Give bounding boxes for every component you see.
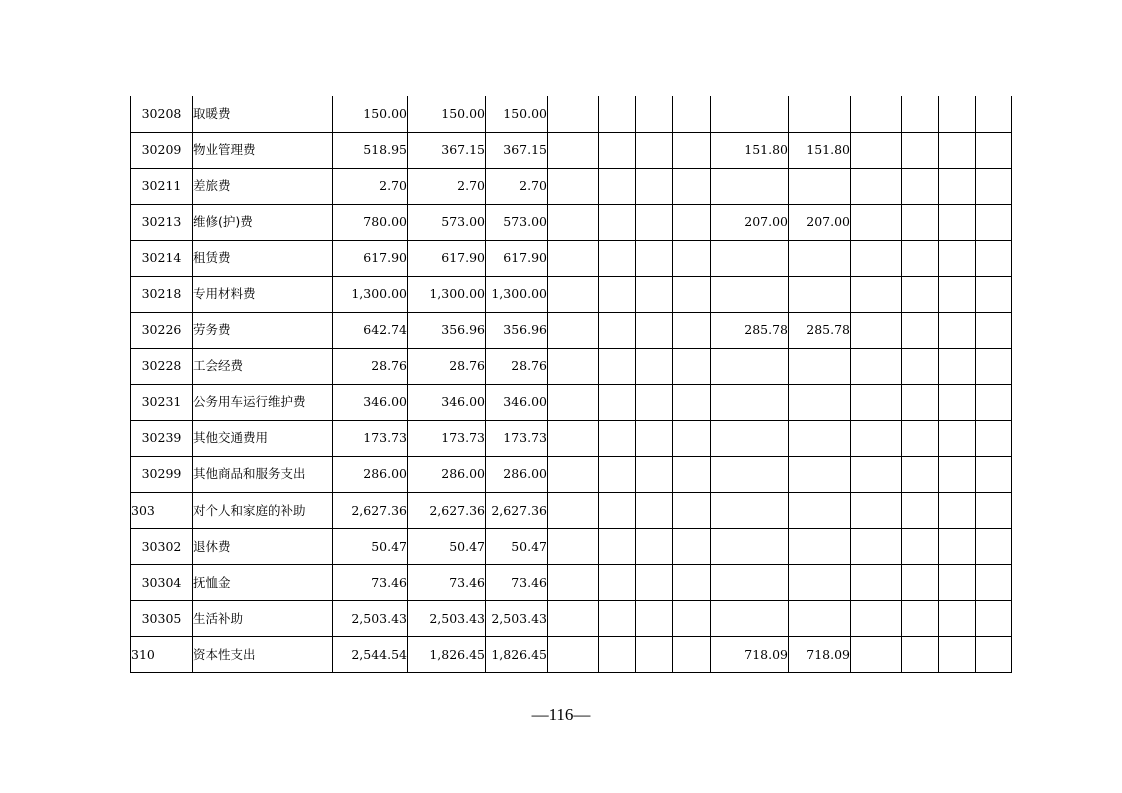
- table-cell: 1,826.45: [408, 637, 486, 673]
- table-cell: 367.15: [408, 132, 486, 168]
- table-cell: 367.15: [486, 132, 548, 168]
- table-cell: [636, 240, 673, 276]
- table-cell: [711, 493, 789, 529]
- table-cell: 2,503.43: [486, 601, 548, 637]
- row-code: 30304: [131, 565, 193, 601]
- table-cell: [711, 384, 789, 420]
- table-cell: 346.00: [486, 384, 548, 420]
- table-cell: [673, 96, 711, 132]
- table-cell: [673, 565, 711, 601]
- table-cell: [939, 637, 976, 673]
- table-cell: 28.76: [333, 348, 408, 384]
- table-cell: [902, 240, 939, 276]
- table-cell: [548, 276, 599, 312]
- table-cell: 2,627.36: [408, 493, 486, 529]
- table-cell: [939, 132, 976, 168]
- table-cell: [976, 168, 1012, 204]
- table-cell: [636, 312, 673, 348]
- row-code: 30208: [131, 96, 193, 132]
- table-cell: [548, 204, 599, 240]
- table-cell: [636, 96, 673, 132]
- table-cell: [599, 312, 636, 348]
- table-cell: 73.46: [486, 565, 548, 601]
- table-cell: [636, 601, 673, 637]
- table-cell: 780.00: [333, 204, 408, 240]
- table-cell: 642.74: [333, 312, 408, 348]
- table-cell: [902, 420, 939, 456]
- table-cell: [636, 276, 673, 312]
- row-code: 30209: [131, 132, 193, 168]
- budget-table: [130, 96, 1012, 673]
- table-cell: [548, 637, 599, 673]
- table-cell: 356.96: [408, 312, 486, 348]
- table-cell: [599, 565, 636, 601]
- table-cell: [789, 384, 851, 420]
- table-cell: [976, 529, 1012, 565]
- table-cell: [636, 168, 673, 204]
- row-name: 公务用车运行维护费: [193, 384, 333, 420]
- table-cell: [711, 601, 789, 637]
- table-cell: [599, 601, 636, 637]
- table-cell: [902, 312, 939, 348]
- row-code: 30211: [131, 168, 193, 204]
- table-cell: 2.70: [408, 168, 486, 204]
- table-cell: [599, 637, 636, 673]
- table-cell: [548, 312, 599, 348]
- table-cell: [939, 168, 976, 204]
- table-cell: [673, 312, 711, 348]
- table-row: [131, 420, 1012, 456]
- table-cell: [976, 493, 1012, 529]
- table-cell: [939, 348, 976, 384]
- table-cell: [673, 384, 711, 420]
- table-cell: [636, 348, 673, 384]
- table-cell: 285.78: [711, 312, 789, 348]
- table-cell: 150.00: [408, 96, 486, 132]
- table-cell: [548, 96, 599, 132]
- table-cell: [673, 168, 711, 204]
- table-cell: [902, 565, 939, 601]
- table-cell: 2.70: [486, 168, 548, 204]
- table-cell: [599, 204, 636, 240]
- table-cell: [902, 132, 939, 168]
- table-row: [131, 204, 1012, 240]
- table-cell: [851, 384, 902, 420]
- table-cell: 286.00: [333, 456, 408, 492]
- table-cell: [599, 240, 636, 276]
- row-code: 30239: [131, 420, 193, 456]
- table-cell: [636, 637, 673, 673]
- table-cell: [851, 132, 902, 168]
- table-cell: [636, 420, 673, 456]
- table-cell: [976, 312, 1012, 348]
- table-cell: [939, 565, 976, 601]
- page-number: —116—: [531, 705, 591, 724]
- table-cell: [789, 240, 851, 276]
- table-cell: [636, 565, 673, 601]
- table-cell: 2.70: [333, 168, 408, 204]
- table-cell: [673, 637, 711, 673]
- table-row: [131, 565, 1012, 601]
- table-cell: [599, 96, 636, 132]
- table-cell: [673, 240, 711, 276]
- table-cell: [939, 601, 976, 637]
- table-cell: 173.73: [486, 420, 548, 456]
- table-cell: [976, 420, 1012, 456]
- table-cell: 2,503.43: [408, 601, 486, 637]
- row-code: 303: [131, 493, 193, 529]
- table-cell: 718.09: [789, 637, 851, 673]
- table-cell: [851, 312, 902, 348]
- row-name: 对个人和家庭的补助: [193, 493, 333, 529]
- table-cell: 518.95: [333, 132, 408, 168]
- table-cell: [902, 168, 939, 204]
- table-row: [131, 96, 1012, 132]
- table-cell: [976, 456, 1012, 492]
- table-cell: [673, 276, 711, 312]
- row-name: 取暖费: [193, 96, 333, 132]
- table-row: [131, 348, 1012, 384]
- table-cell: [789, 276, 851, 312]
- row-code: 30302: [131, 529, 193, 565]
- table-cell: 617.90: [333, 240, 408, 276]
- table-cell: [939, 420, 976, 456]
- table-cell: 617.90: [486, 240, 548, 276]
- table-cell: [976, 637, 1012, 673]
- table-cell: 73.46: [408, 565, 486, 601]
- table-cell: [548, 529, 599, 565]
- table-cell: [976, 601, 1012, 637]
- table-cell: [599, 493, 636, 529]
- row-name: 生活补助: [193, 601, 333, 637]
- table-cell: [673, 420, 711, 456]
- table-cell: 286.00: [408, 456, 486, 492]
- table-cell: [599, 276, 636, 312]
- table-cell: [599, 420, 636, 456]
- table-cell: 207.00: [711, 204, 789, 240]
- table-cell: [711, 240, 789, 276]
- table-cell: [789, 96, 851, 132]
- table-cell: [851, 168, 902, 204]
- table-cell: 173.73: [408, 420, 486, 456]
- row-code: 30213: [131, 204, 193, 240]
- table-cell: [673, 493, 711, 529]
- table-cell: [902, 204, 939, 240]
- table-cell: [673, 601, 711, 637]
- row-name: 专用材料费: [193, 276, 333, 312]
- row-name: 工会经费: [193, 348, 333, 384]
- table-cell: [851, 493, 902, 529]
- table-row: [131, 384, 1012, 420]
- row-name: 抚恤金: [193, 565, 333, 601]
- row-name: 其他商品和服务支出: [193, 456, 333, 492]
- table-cell: [789, 456, 851, 492]
- table-cell: [599, 348, 636, 384]
- table-cell: [851, 420, 902, 456]
- table-cell: 28.76: [408, 348, 486, 384]
- table-cell: [976, 348, 1012, 384]
- table-row: [131, 312, 1012, 348]
- table-row: [131, 529, 1012, 565]
- table-cell: [902, 384, 939, 420]
- table-cell: [902, 348, 939, 384]
- table-cell: [548, 601, 599, 637]
- table-row: [131, 456, 1012, 492]
- table-cell: 2,503.43: [333, 601, 408, 637]
- row-code: 30218: [131, 276, 193, 312]
- table-cell: [789, 168, 851, 204]
- table-cell: [939, 204, 976, 240]
- table-row: [131, 240, 1012, 276]
- row-name: 维修(护)费: [193, 204, 333, 240]
- table-cell: 73.46: [333, 565, 408, 601]
- table-cell: [548, 168, 599, 204]
- table-cell: [851, 204, 902, 240]
- table-cell: [548, 565, 599, 601]
- table-cell: [789, 529, 851, 565]
- table-cell: [939, 493, 976, 529]
- table-cell: 286.00: [486, 456, 548, 492]
- table-cell: [976, 276, 1012, 312]
- table-cell: [851, 565, 902, 601]
- table-cell: [599, 168, 636, 204]
- table-cell: [548, 132, 599, 168]
- table-cell: 346.00: [408, 384, 486, 420]
- table-cell: 150.00: [333, 96, 408, 132]
- table-cell: [789, 348, 851, 384]
- table-row: [131, 493, 1012, 529]
- table-cell: [789, 493, 851, 529]
- table-cell: [711, 529, 789, 565]
- table-cell: 617.90: [408, 240, 486, 276]
- table-cell: 573.00: [486, 204, 548, 240]
- row-name: 其他交通费用: [193, 420, 333, 456]
- table-cell: [976, 565, 1012, 601]
- table-cell: [976, 204, 1012, 240]
- table-cell: [939, 529, 976, 565]
- table-cell: [711, 420, 789, 456]
- row-code: 30228: [131, 348, 193, 384]
- table-cell: [939, 240, 976, 276]
- table-cell: [711, 96, 789, 132]
- table-cell: 207.00: [789, 204, 851, 240]
- table-cell: 1,300.00: [486, 276, 548, 312]
- table-cell: [711, 348, 789, 384]
- table-cell: [851, 529, 902, 565]
- table-cell: 150.00: [486, 96, 548, 132]
- table-cell: [673, 204, 711, 240]
- table-cell: [851, 637, 902, 673]
- table-row: [131, 168, 1012, 204]
- table-cell: 718.09: [711, 637, 789, 673]
- table-cell: [851, 276, 902, 312]
- table-cell: 573.00: [408, 204, 486, 240]
- table-cell: [636, 493, 673, 529]
- table-cell: [976, 96, 1012, 132]
- table-cell: [711, 276, 789, 312]
- table-cell: 285.78: [789, 312, 851, 348]
- row-code: 30305: [131, 601, 193, 637]
- table-cell: [851, 348, 902, 384]
- table-cell: [673, 456, 711, 492]
- table-cell: [902, 493, 939, 529]
- row-code: 30226: [131, 312, 193, 348]
- table-cell: [902, 529, 939, 565]
- row-name: 劳务费: [193, 312, 333, 348]
- table-cell: 2,627.36: [486, 493, 548, 529]
- row-code: 30299: [131, 456, 193, 492]
- table-cell: [599, 132, 636, 168]
- row-name: 租赁费: [193, 240, 333, 276]
- table-cell: [673, 348, 711, 384]
- table-cell: [851, 456, 902, 492]
- table-cell: [851, 240, 902, 276]
- table-cell: 173.73: [333, 420, 408, 456]
- table-cell: 1,300.00: [408, 276, 486, 312]
- table-row: [131, 601, 1012, 637]
- table-cell: [636, 456, 673, 492]
- row-code: 30231: [131, 384, 193, 420]
- table-row: [131, 276, 1012, 312]
- table-cell: [789, 565, 851, 601]
- table-cell: [939, 456, 976, 492]
- table-cell: [939, 96, 976, 132]
- table-cell: [976, 384, 1012, 420]
- table-cell: [548, 240, 599, 276]
- table-cell: [548, 384, 599, 420]
- table-cell: [673, 529, 711, 565]
- table-cell: [636, 204, 673, 240]
- table-cell: 28.76: [486, 348, 548, 384]
- table-cell: [976, 132, 1012, 168]
- table-row: [131, 637, 1012, 673]
- row-name: 物业管理费: [193, 132, 333, 168]
- row-name: 差旅费: [193, 168, 333, 204]
- table-cell: [851, 96, 902, 132]
- table-cell: [789, 420, 851, 456]
- table-cell: 151.80: [789, 132, 851, 168]
- table-cell: 1,300.00: [333, 276, 408, 312]
- table-cell: [548, 420, 599, 456]
- table-cell: [711, 565, 789, 601]
- table-cell: [902, 276, 939, 312]
- row-code: 30214: [131, 240, 193, 276]
- row-code: 310: [131, 637, 193, 673]
- table-cell: 356.96: [486, 312, 548, 348]
- table-cell: [599, 384, 636, 420]
- table-row: [131, 132, 1012, 168]
- table-cell: 50.47: [333, 529, 408, 565]
- table-cell: [599, 529, 636, 565]
- table-cell: [711, 168, 789, 204]
- table-cell: [789, 601, 851, 637]
- table-cell: [711, 456, 789, 492]
- table-cell: [976, 240, 1012, 276]
- row-name: 退休费: [193, 529, 333, 565]
- table-cell: [902, 456, 939, 492]
- table-cell: [902, 637, 939, 673]
- table-cell: 1,826.45: [486, 637, 548, 673]
- table-cell: [636, 384, 673, 420]
- table-cell: [939, 384, 976, 420]
- table-cell: 2,544.54: [333, 637, 408, 673]
- table-cell: [902, 96, 939, 132]
- table-cell: [851, 601, 902, 637]
- table-cell: [548, 493, 599, 529]
- table-cell: [636, 529, 673, 565]
- table-cell: [939, 276, 976, 312]
- table-cell: 2,627.36: [333, 493, 408, 529]
- table-cell: [599, 456, 636, 492]
- table-cell: 151.80: [711, 132, 789, 168]
- table-cell: 50.47: [408, 529, 486, 565]
- table-cell: [548, 456, 599, 492]
- table-cell: [548, 348, 599, 384]
- table-cell: 346.00: [333, 384, 408, 420]
- table-cell: [902, 601, 939, 637]
- row-name: 资本性支出: [193, 637, 333, 673]
- table-cell: [939, 312, 976, 348]
- table-cell: 50.47: [486, 529, 548, 565]
- table-cell: [636, 132, 673, 168]
- table-cell: [673, 132, 711, 168]
